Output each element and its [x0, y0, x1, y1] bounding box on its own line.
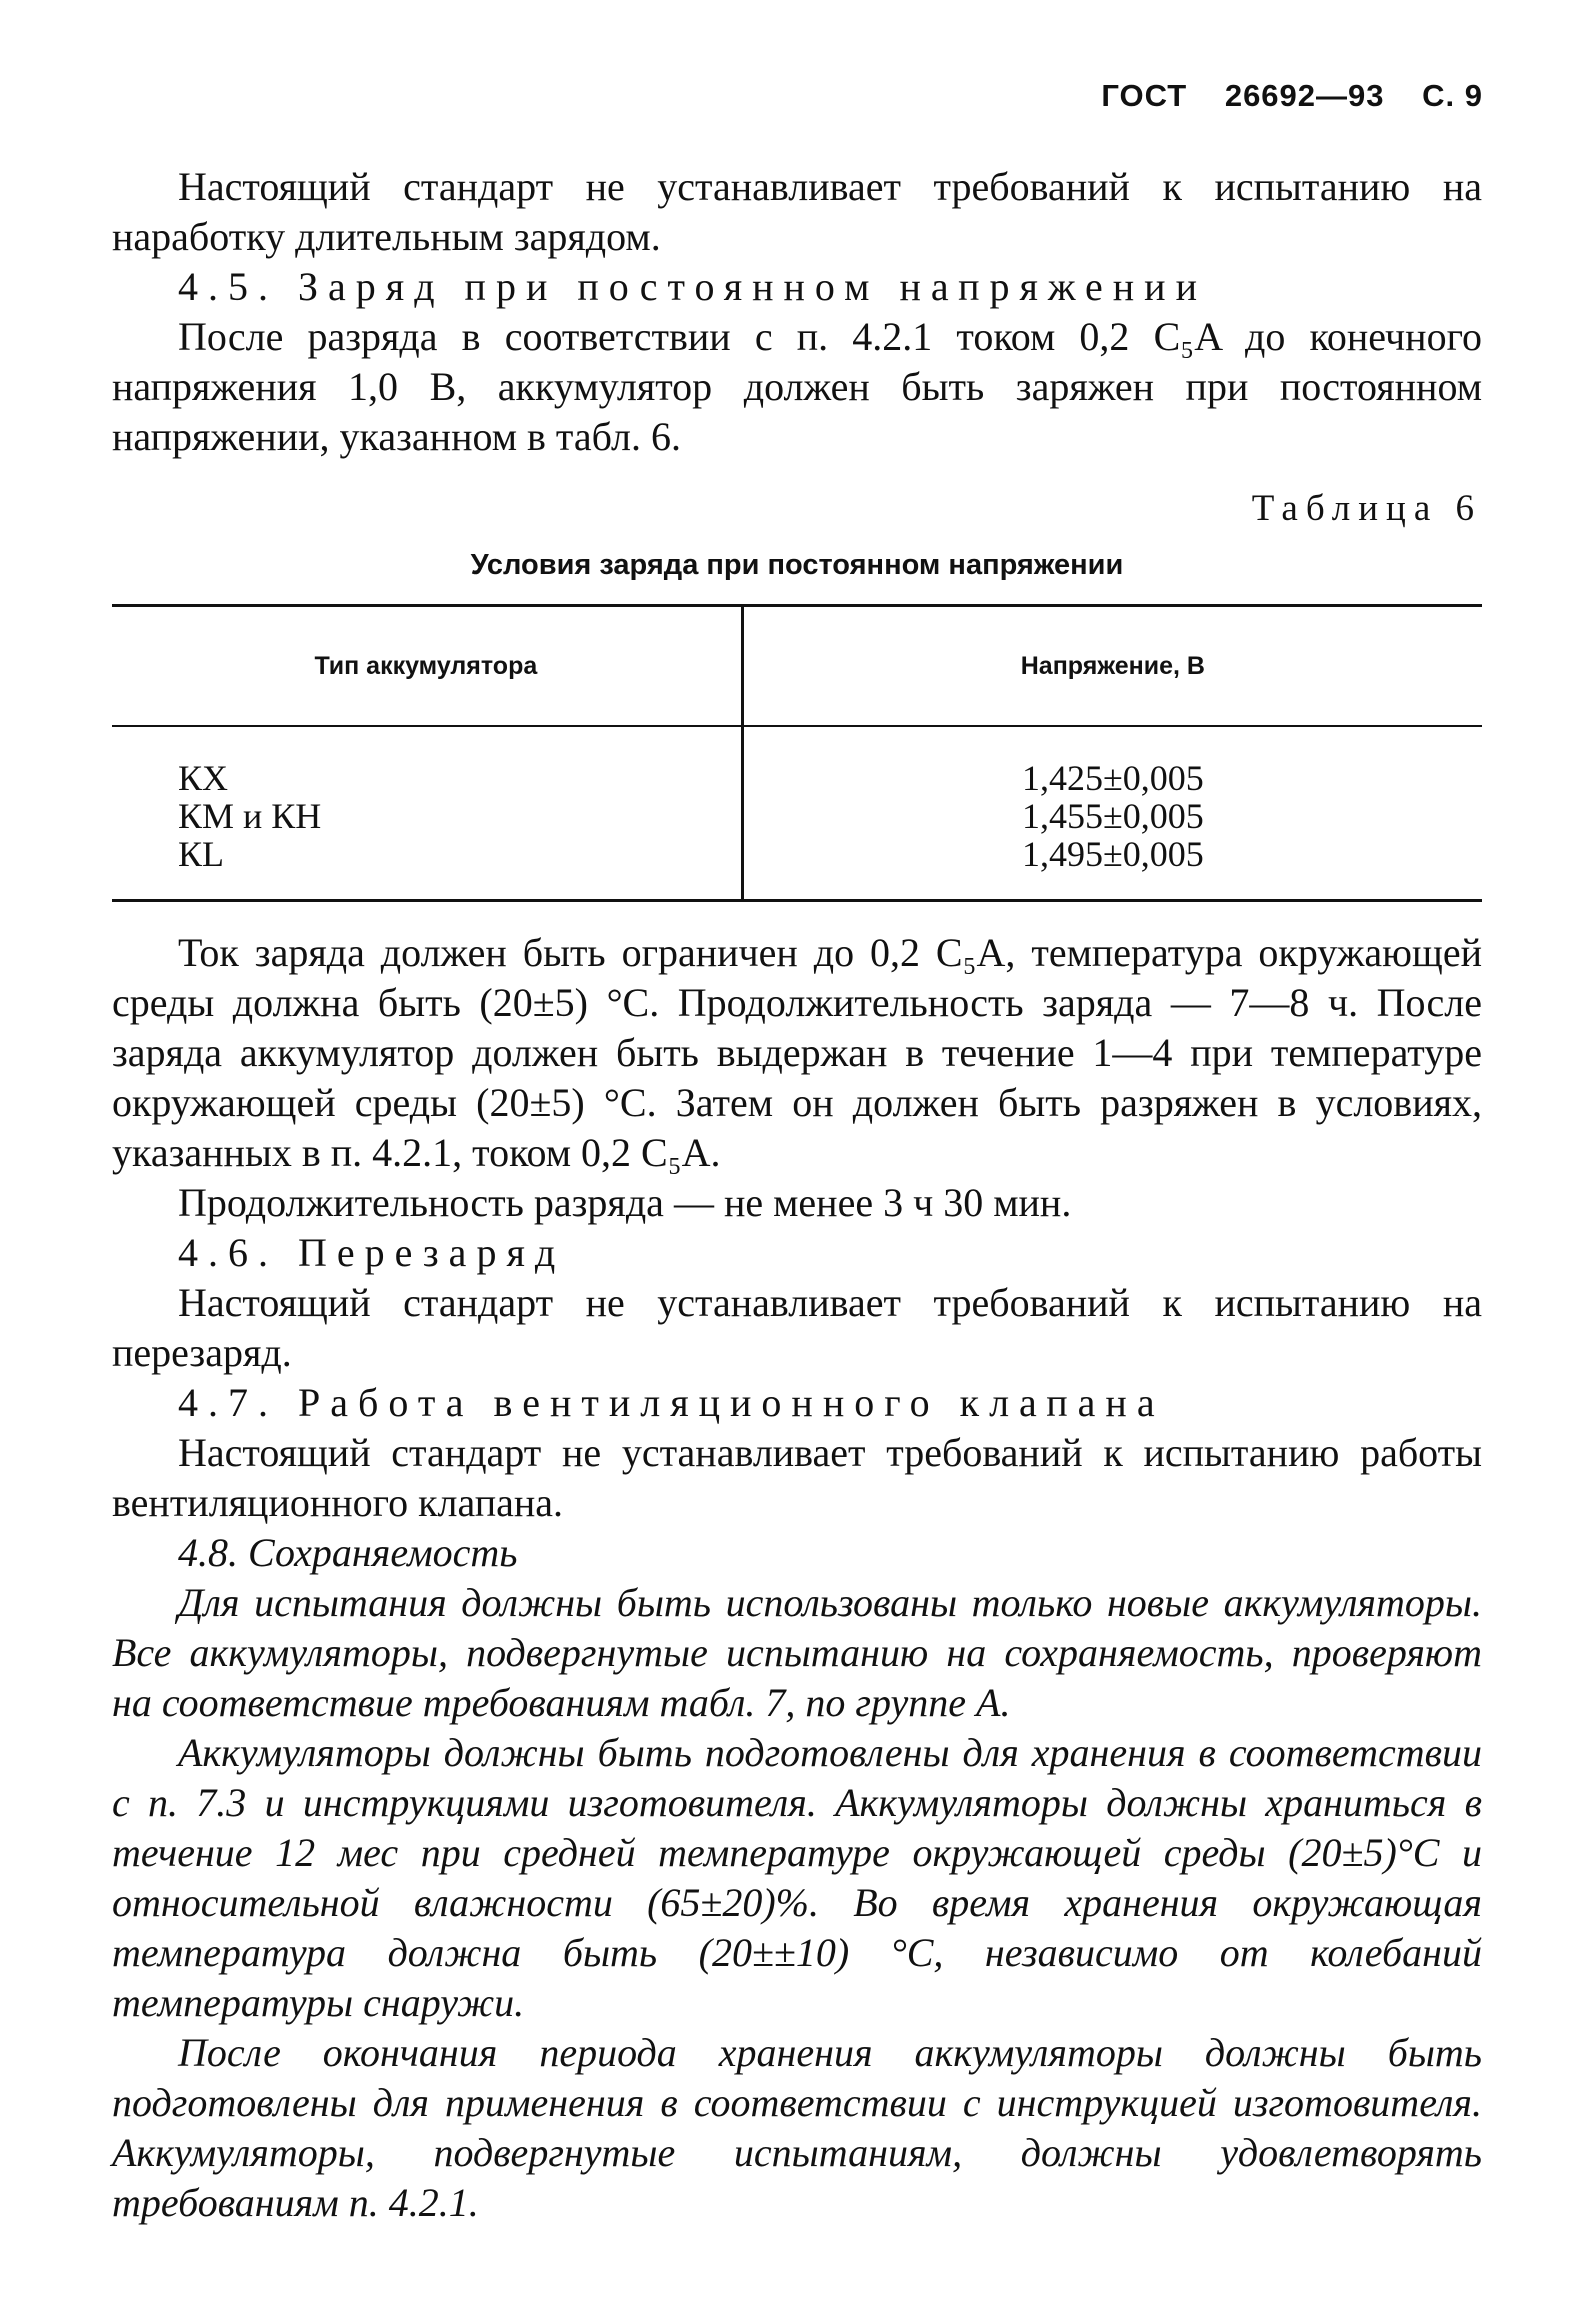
table-header-row	[112, 606, 1482, 727]
page-number: С. 9	[1422, 78, 1483, 113]
page-header	[1073, 78, 1483, 114]
paragraph: Для испытания должны быть использованы только новые аккумуляторы. Все аккумуляторы, подвергнутые испытанию на сохраняемость, проверяют на соответствие требованиям табл. 7, по группе А.	[112, 1580, 1482, 1725]
section-heading-4-8: 4.8. Сохраняемость	[178, 1530, 518, 1575]
table-cell-voltages	[742, 726, 1482, 901]
section-heading-4-5: 4.5. Заряд при постоянном напряжении	[178, 264, 1207, 309]
standard-number: 26692—93	[1224, 78, 1385, 113]
standard-label: ГОСТ	[1101, 78, 1188, 113]
paragraph: Ток заряда должен быть ограничен до 0,2 C₅A, температура окружающей среды должна быть (20±5) °С. Продолжительность заряда — 7—8 ч. После заряда аккумулятор должен быть выдержан в течение 1—4 при температуре окружающей среды (20±5) °С. Затем он должен быть разряжен в условиях, указанных в п. 4.2.1, током 0,2 C₅A.	[112, 930, 1482, 1175]
battery-type: КМ и КН	[178, 796, 322, 836]
section-heading-4-7: 4.7. Работа вентиляционного клапана	[178, 1380, 1165, 1425]
column-header-type: Тип аккумулятора	[112, 606, 742, 727]
paragraph: Настоящий стандарт не устанавливает требований к испытанию на перезаряд.	[112, 1280, 1482, 1375]
paragraph: Настоящий стандарт не устанавливает требований к испытанию работы вентиляционного клапана.	[112, 1430, 1482, 1525]
table-cell-types	[112, 726, 742, 901]
paragraph: Продолжительность разряда — не менее 3 ч 30 мин.	[178, 1180, 1072, 1225]
voltage-value: 1,455±0,005	[1021, 796, 1204, 836]
voltage-value: 1,425±0,005	[1021, 758, 1204, 798]
battery-type: КL	[178, 834, 225, 874]
column-header-voltage: Напряжение, В	[742, 606, 1482, 727]
table-caption: Таблица 6	[1251, 488, 1482, 529]
section-heading-4-6: 4.6. Перезаряд	[178, 1230, 566, 1275]
voltage-value: 1,495±0,005	[1021, 834, 1204, 874]
paragraph: После разряда в соответствии с п. 4.2.1 током 0,2 C₅A до конечного напряжения 1,0 В, аккумулятор должен быть заряжен при постоянном напряжении, указанном в табл. 6.	[112, 314, 1482, 459]
charge-conditions-table	[112, 604, 1482, 902]
battery-type: КХ	[178, 758, 229, 798]
paragraph: Настоящий стандарт не устанавливает требований к испытанию на наработку длительным зарядом.	[112, 164, 1482, 259]
table-row	[112, 726, 1482, 901]
document-body	[112, 162, 1482, 2228]
table-title: Условия заряда при постоянном напряжении	[470, 549, 1124, 581]
paragraph: Аккумуляторы должны быть подготовлены для хранения в соответствии с п. 7.3 и инструкциями изготовителя. Аккумуляторы должны храниться в течение 12 мес при средней температуре окружающей среды (20±5)°С и относительной влажности (65±20)%. Во время хранения окружающая температура должна быть (20±±10) °С, независимо от колебаний температуры снаружи.	[112, 1730, 1482, 2025]
paragraph: После окончания периода хранения аккумуляторы должны быть подготовлены для применения в соответствии с инструкцией изготовителя. Аккумуляторы, подвергнутые испытаниям, должны удовлетворять требованиям п. 4.2.1.	[112, 2030, 1482, 2225]
